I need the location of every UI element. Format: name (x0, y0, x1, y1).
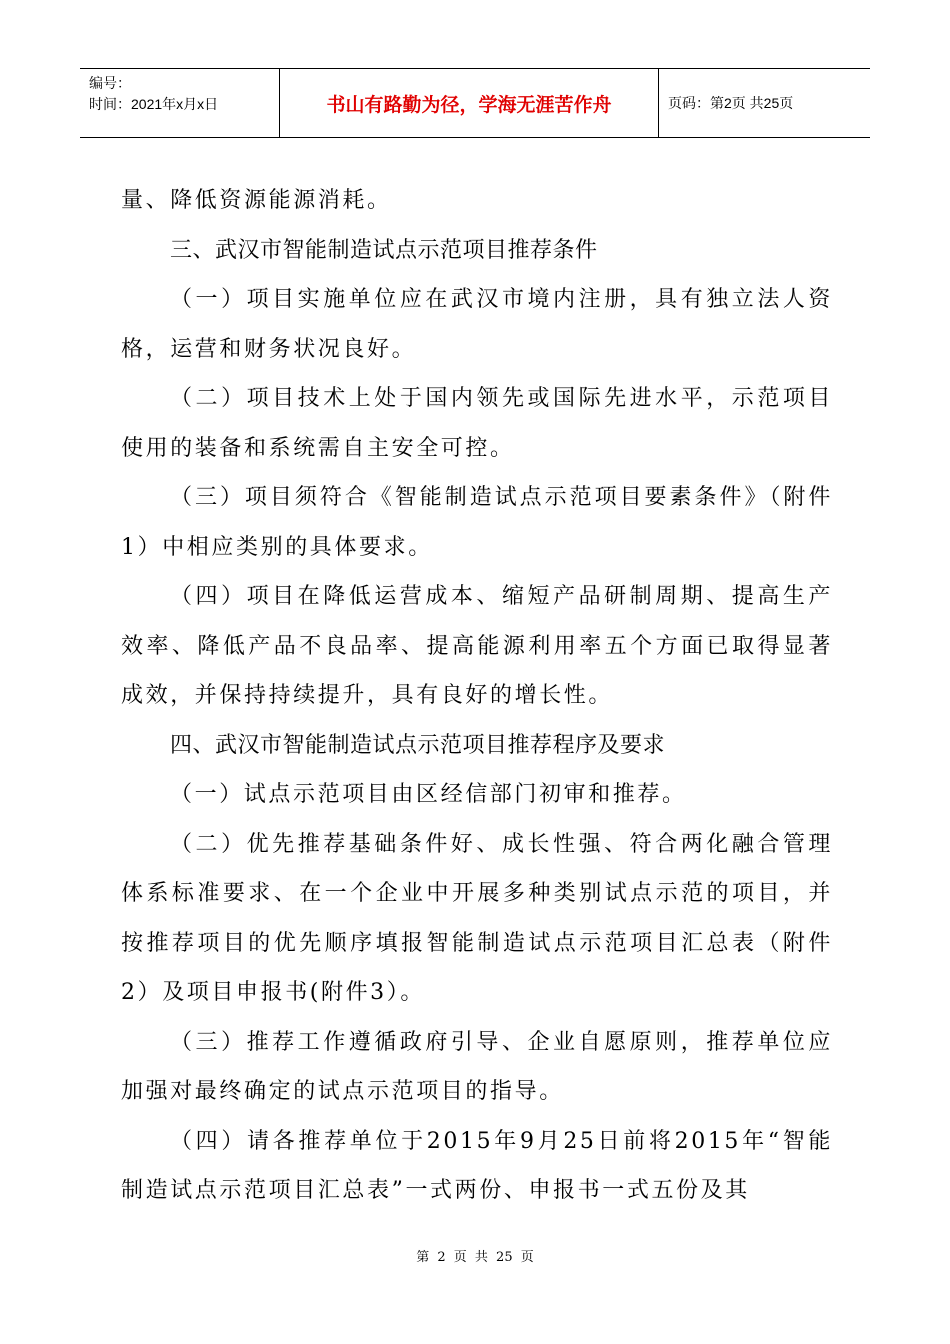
page-footer: 第 2 页 共 25 页 (416, 1250, 534, 1265)
body-paragraph: （二）项目技术上处于国内领先或国际先进水平，示范项目使用的装备和系统需自主安全可控。 (121, 386, 833, 461)
body-paragraph: （三）项目须符合《智能制造试点示范项目要素条件》（附件1）中相应类别的具体要求。 (121, 485, 833, 560)
body-paragraph: （二）优先推荐基础条件好、成长性强、符合两化融合管理体系标准要求、在一个企业中开展多种类别试点示范的项目，并按推荐项目的优先顺序填报智能制造试点示范项目汇总表（附件2）及项目申报书(附件3）。 (121, 831, 833, 1005)
body-paragraph: 量、降低资源能源消耗。 (121, 188, 392, 213)
document-time-label: 时间：2021年x月x日 (89, 96, 219, 112)
section-heading: 四、武汉市智能制造试点示范项目推荐程序及要求 (170, 732, 666, 758)
header-page-info: 页码：第2页 共25页 (668, 95, 794, 111)
body-paragraph: （一）试点示范项目由区经信部门初审和推荐。 (170, 782, 687, 807)
body-paragraph: （三）推荐工作遵循政府引导、企业自愿原则，推荐单位应加强对最终确定的试点示范项目的指导。 (121, 1029, 833, 1104)
body-paragraph: （四）项目在降低运营成本、缩短产品研制周期、提高生产效率、降低产品不良品率、提高能源利用率五个方面已取得显著成效，并保持持续提升，具有良好的增长性。 (121, 584, 833, 708)
document-body (121, 176, 833, 1216)
document-number-label: 编号： (89, 75, 131, 91)
body-paragraph: （一）项目实施单位应在武汉市境内注册，具有独立法人资格，运营和财务状况良好。 (121, 287, 833, 362)
header-meta-cell (80, 69, 280, 137)
page-header-table (80, 68, 870, 138)
body-paragraph: （四）请各推荐单位于2015年9月25日前将2015年“智能制造试点示范项目汇总表”一式两份、申报书一式五份及其 (121, 1128, 833, 1203)
header-motto: 书山有路勤为径，学海无涯苦作舟 (280, 69, 659, 137)
section-heading: 三、武汉市智能制造试点示范项目推荐条件 (170, 237, 598, 263)
